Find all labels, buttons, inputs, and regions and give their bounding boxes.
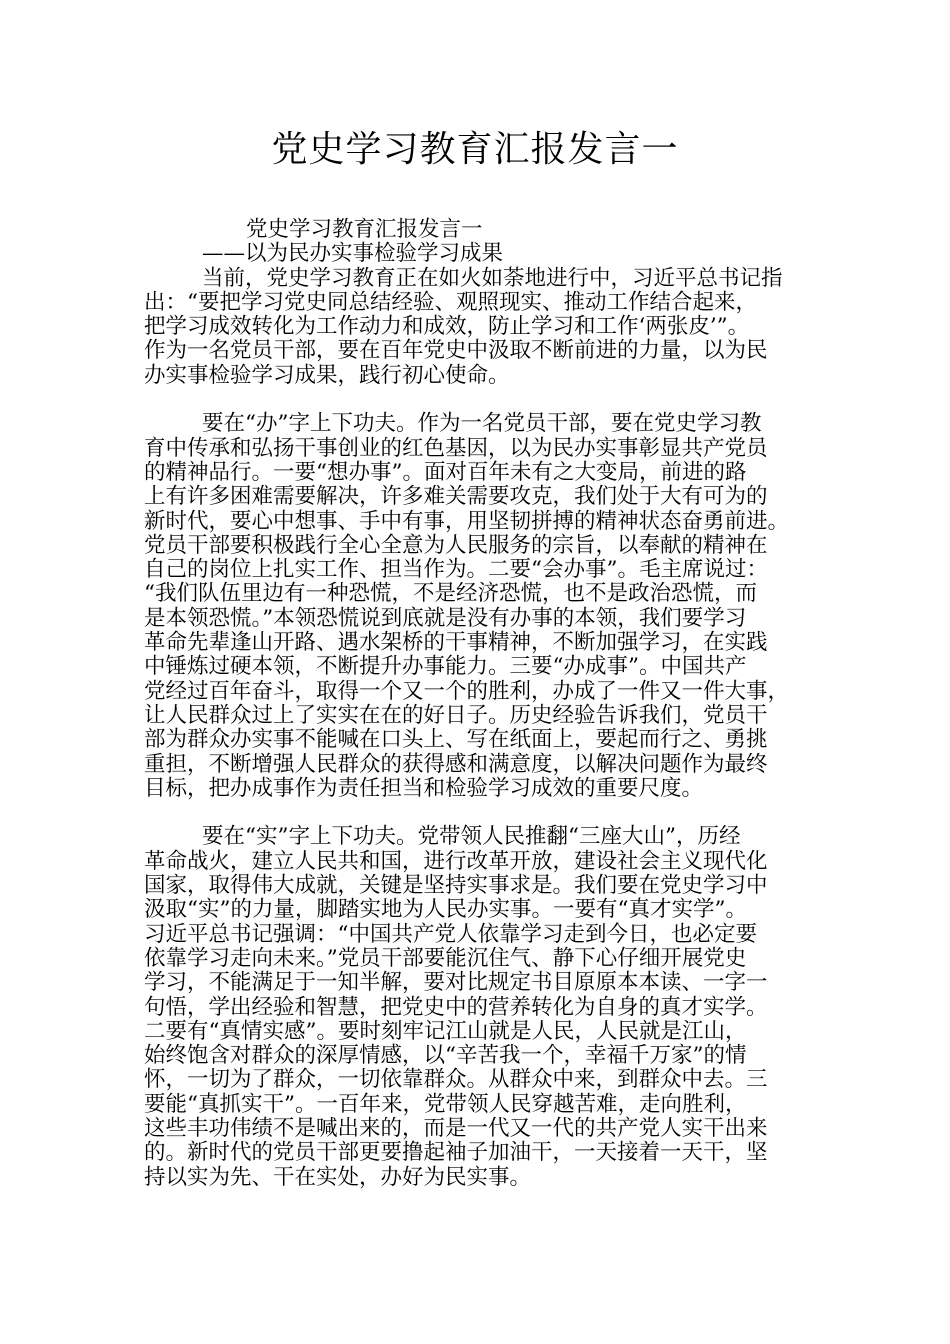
paragraph-gap bbox=[144, 388, 824, 412]
text-line: 是本领恐慌。”本领恐慌说到底就是没有办事的本领，我们要学习 bbox=[144, 605, 747, 631]
text-line: “我们队伍里边有一种恐慌，不是经济恐慌，也不是政治恐慌，而 bbox=[144, 581, 757, 607]
text-line: 的。新时代的党员干部更要撸起袖子加油干，一天接着一天干，坚 bbox=[144, 1140, 768, 1166]
text-line: 党员干部要积极践行全心全意为人民服务的宗旨，以奉献的精神在 bbox=[144, 532, 768, 558]
text-line: 汲取“实”的力量，脚踏实地为人民办实事。一要有“真才实学”。 bbox=[144, 897, 747, 923]
text-line: 上有许多困难需要解决，许多难关需要攻克，我们处于大有可为的 bbox=[144, 484, 768, 510]
text-line: 要在“办”字上下功夫。作为一名党员干部，要在党史学习教 bbox=[202, 411, 762, 437]
text-line: 部为群众办实事不能喊在口头上、写在纸面上，要起而行之、勇挑 bbox=[144, 727, 768, 753]
document-body bbox=[144, 218, 824, 1190]
text-line: 学习，不能满足于一知半解，要对比规定书目原原本本读、一字一 bbox=[144, 970, 768, 996]
text-line: 这些丰功伟绩不是喊出来的，而是一代又一代的共产党人实干出来 bbox=[144, 1115, 768, 1141]
text-line: 目标，把办成事作为责任担当和检验学习成效的重要尺度。 bbox=[144, 775, 704, 801]
paragraph-gap bbox=[144, 801, 824, 825]
document-title: 党史学习教育汇报发言一 bbox=[271, 129, 679, 170]
text-line: 革命战火，建立人民共和国，进行改革开放，建设社会主义现代化 bbox=[144, 848, 768, 874]
text-line: 把学习成效转化为工作动力和成效，防止学习和工作‘两张皮’”。 bbox=[144, 314, 750, 340]
paragraph-1 bbox=[144, 267, 824, 388]
text-line: 要在“实”字上下功夫。党带领人民推翻“三座大山”，历经 bbox=[202, 824, 741, 850]
text-line: 党经过百年奋斗，取得一个又一个的胜利，办成了一件又一件大事， bbox=[144, 678, 790, 704]
subtitle-line: ——以为民办实事检验学习成果 bbox=[202, 241, 504, 267]
text-line: 出：“要把学习党史同总结经验、观照现实、推动工作结合起来， bbox=[144, 289, 757, 315]
paragraph-3 bbox=[144, 825, 824, 1189]
text-line: 自己的岗位上扎实工作、担当作为。二要“会办事”。毛主席说过： bbox=[144, 557, 768, 583]
text-line: 始终饱含对群众的深厚情感，以“辛苦我一个，幸福千万家”的情 bbox=[144, 1043, 747, 1069]
text-line: 怀，一切为了群众，一切依靠群众。从群众中来，到群众中去。三 bbox=[144, 1067, 768, 1093]
text-line: 国家，取得伟大成就，关键是坚持实事求是。我们要在党史学习中 bbox=[144, 873, 768, 899]
text-line: 句悟，学出经验和智慧，把党史中的营养转化为自身的真才实学。 bbox=[144, 994, 768, 1020]
text-line: 要能“真抓实干”。一百年来，党带领人民穿越苦难，走向胜利， bbox=[144, 1091, 747, 1117]
text-line: 重担，不断增强人民群众的获得感和满意度，以解决问题作为最终 bbox=[144, 751, 768, 777]
text-line: 习近平总书记强调：“中国共产党人依靠学习走到今日，也必定要 bbox=[144, 921, 757, 947]
text-line: 让人民群众过上了实实在在的好日子。历史经验告诉我们，党员干 bbox=[144, 702, 768, 728]
text-line: 持以实为先、干在实处，办好为民实事。 bbox=[144, 1164, 532, 1190]
text-line: 新时代，要心中想事、手中有事，用坚韧拼搏的精神状态奋勇前进。 bbox=[144, 508, 790, 534]
text-line: 中锤炼过硬本领，不断提升办事能力。三要“办成事”。中国共产 bbox=[144, 654, 747, 680]
text-line: 育中传承和弘扬干事创业的红色基因，以为民办实事彰显共产党员 bbox=[144, 435, 768, 461]
text-line: 当前，党史学习教育正在如火如荼地进行中，习近平总书记指 bbox=[202, 265, 783, 291]
paragraph-2 bbox=[144, 412, 824, 801]
text-line: 办实事检验学习成果，践行初心使命。 bbox=[144, 362, 510, 388]
text-line: 革命先辈逢山开路、遇水架桥的干事精神，不断加强学习，在实践 bbox=[144, 630, 768, 656]
text-line: 的精神品行。一要“想办事”。面对百年未有之大变局，前进的路 bbox=[144, 459, 747, 485]
subtitle-line: 党史学习教育汇报发言一 bbox=[246, 217, 483, 242]
text-line: 二要有“真情实感”。要时刻牢记江山就是人民，人民就是江山， bbox=[144, 1018, 747, 1044]
text-line: 作为一名党员干部，要在百年党史中汲取不断前进的力量，以为民 bbox=[144, 338, 768, 364]
text-line: 依靠学习走向未来。”党员干部要能沉住气、静下心仔细开展党史 bbox=[144, 945, 747, 971]
